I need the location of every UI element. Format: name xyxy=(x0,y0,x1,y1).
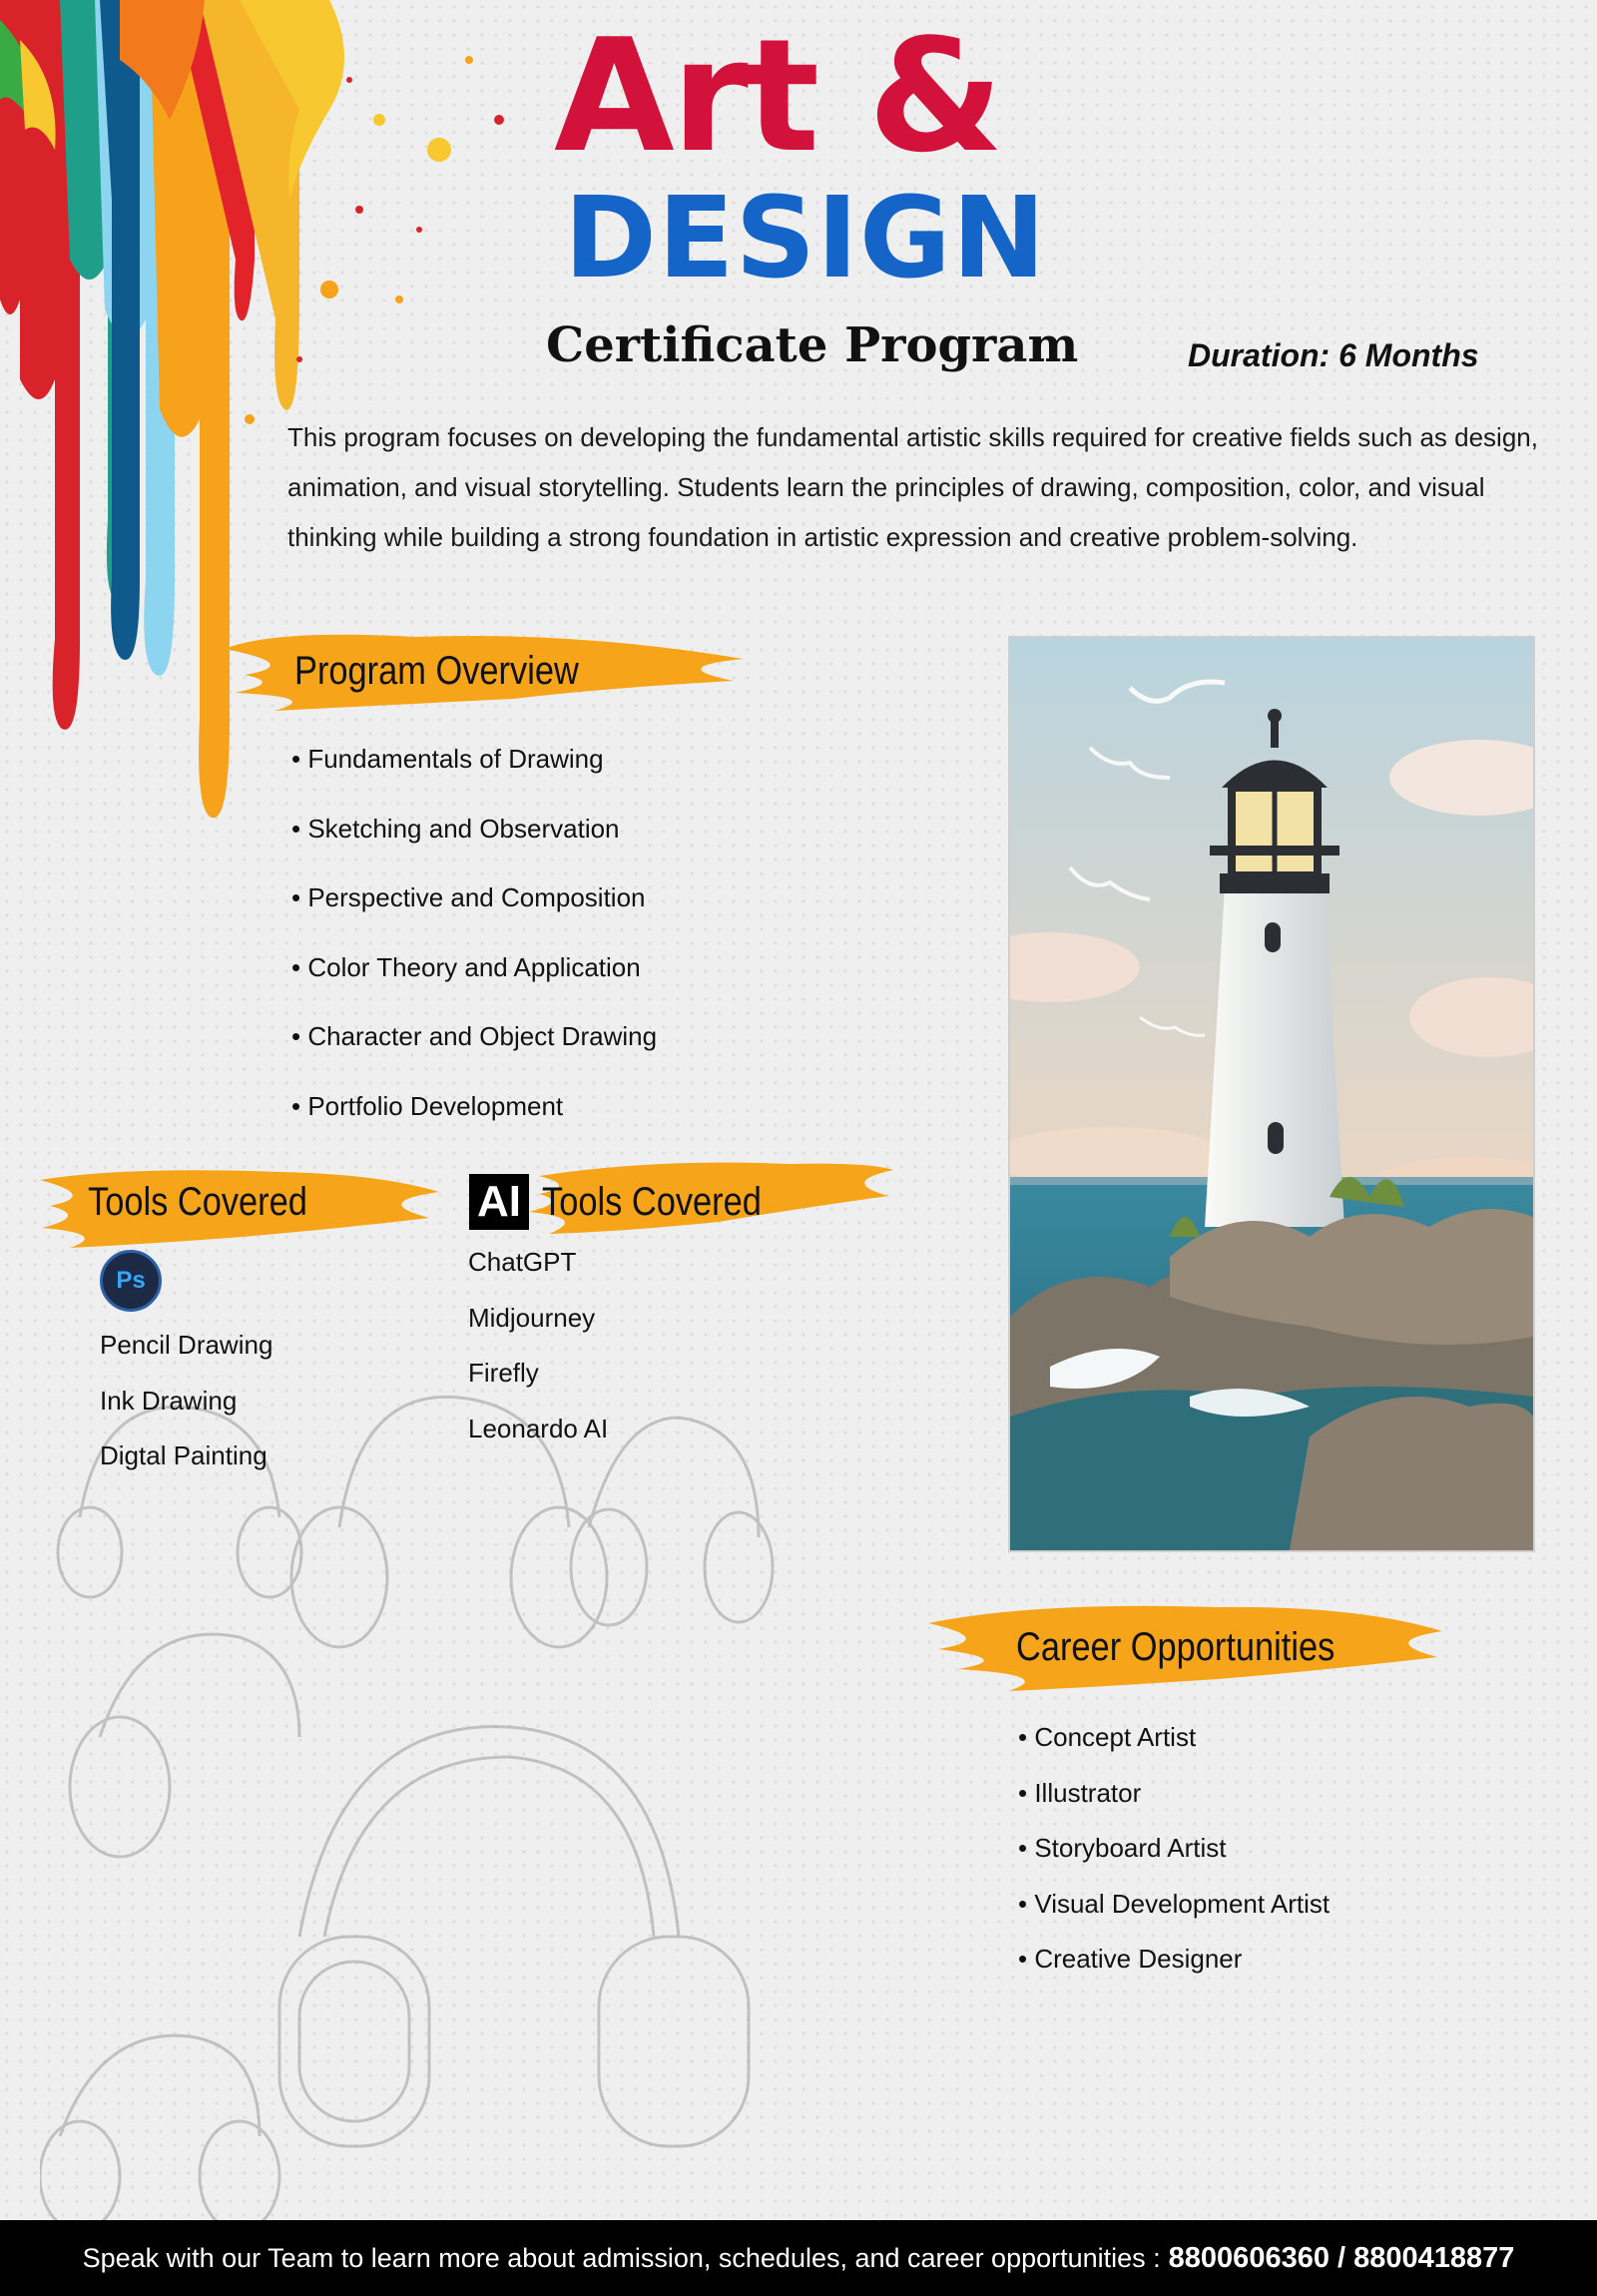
title-line-2: DESIGN xyxy=(564,174,1047,303)
list-item: • Visual Development Artist xyxy=(1018,1888,1331,1919)
list-item: • Perspective and Composition xyxy=(291,882,646,912)
list-item: Midjourney xyxy=(468,1302,596,1333)
photoshop-icon: Ps xyxy=(100,1250,162,1312)
footer-text: Speak with our Team to learn more about admission, schedules, and career opportunities : xyxy=(82,2242,1161,2273)
lighthouse-illustration xyxy=(1008,636,1535,1552)
tools-covered-heading xyxy=(30,1158,449,1258)
list-item: • Storyboard Artist xyxy=(1018,1833,1227,1863)
program-overview-heading xyxy=(215,619,754,719)
footer-phone-numbers[interactable]: 8800606360 / 8800418877 xyxy=(1168,2241,1515,2274)
career-list xyxy=(1018,1719,1330,1997)
heading-label: Tools Covered xyxy=(542,1180,762,1224)
list-item: • Color Theory and Application xyxy=(291,951,641,982)
heading-label: Program Overview xyxy=(294,649,579,693)
list-item: Digtal Painting xyxy=(100,1440,267,1470)
list-item: • Character and Object Drawing xyxy=(291,1021,658,1051)
list-item: • Fundamentals of Drawing xyxy=(291,744,604,774)
list-item: Pencil Drawing xyxy=(100,1330,273,1360)
heading-label: Tools Covered xyxy=(88,1180,307,1224)
career-opportunities-heading xyxy=(918,1587,1447,1707)
ai-badge-icon: AI xyxy=(469,1174,529,1230)
overview-list xyxy=(291,739,657,1155)
list-item: • Illustrator xyxy=(1018,1777,1142,1808)
list-item: • Portfolio Development xyxy=(291,1090,564,1121)
list-item: ChatGPT xyxy=(468,1247,577,1277)
heading-label: Career Opportunities xyxy=(1016,1625,1335,1669)
list-item: Firefly xyxy=(468,1358,539,1388)
intro-paragraph: This program focuses on developing the fundamental artistic skills required for creative fields such as design, animation, and visual storytelling. Students learn the principles of drawing, composition, color, and visual thinking while building a strong foundation in artistic expression and creative problem-solving. xyxy=(287,422,1538,552)
list-item: • Sketching and Observation xyxy=(291,813,620,844)
ai-tools-list xyxy=(468,1245,608,1466)
subtitle: Certificate Program xyxy=(546,317,1079,373)
list-item: Ink Drawing xyxy=(100,1385,238,1416)
title-line-1: Art & xyxy=(554,5,1001,187)
headphone-sketch-decoration xyxy=(40,1378,798,2236)
tools-list xyxy=(100,1328,272,1494)
footer-bar xyxy=(0,2220,1597,2296)
list-item: • Creative Designer xyxy=(1018,1944,1243,1974)
list-item: • Concept Artist xyxy=(1018,1722,1197,1752)
duration: Duration: 6 Months xyxy=(1188,337,1479,373)
list-item: Leonardo AI xyxy=(468,1413,609,1443)
